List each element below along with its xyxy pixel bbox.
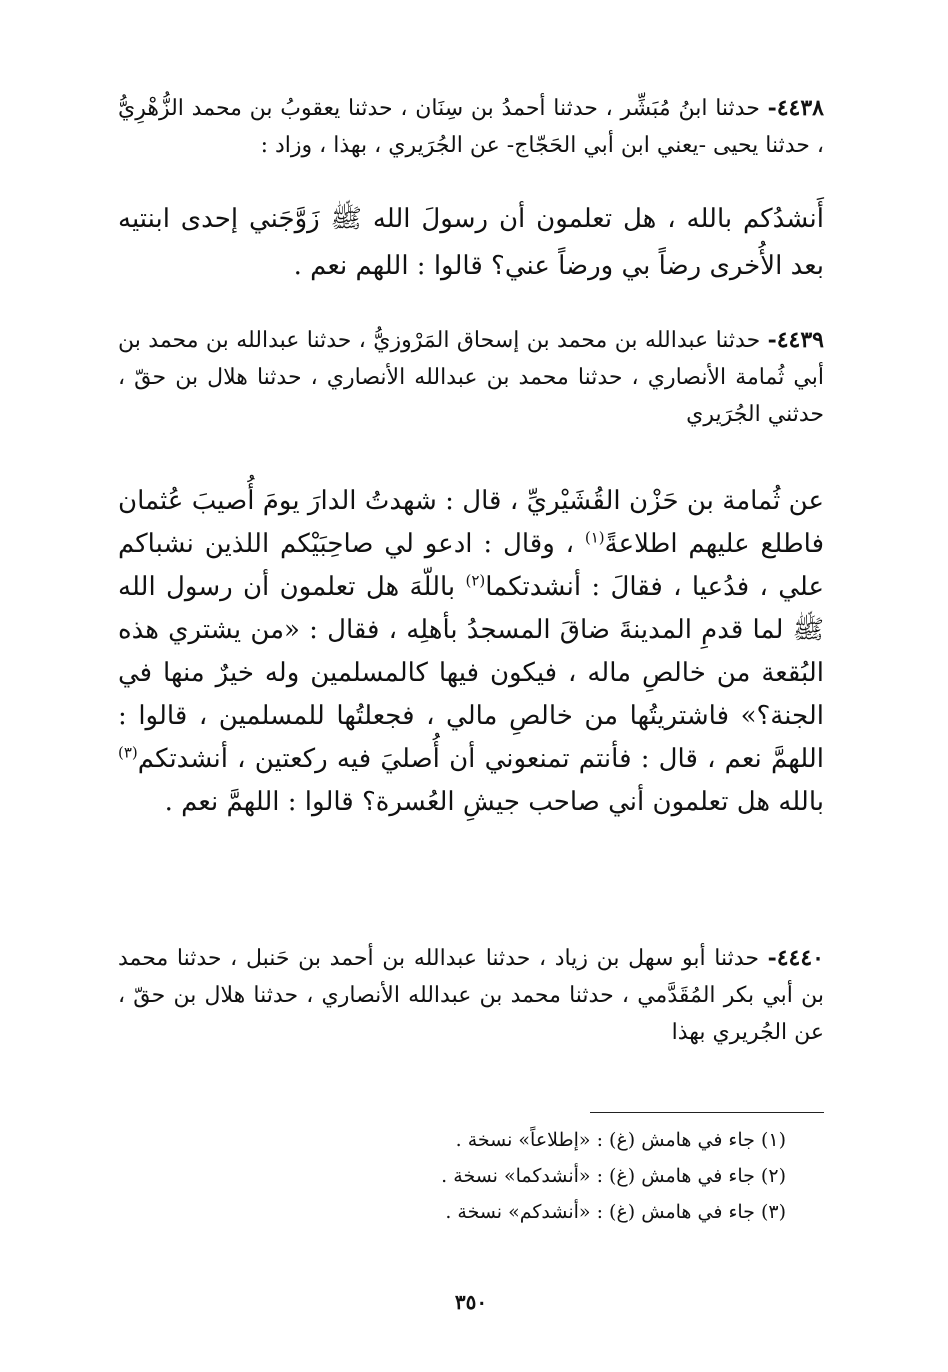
hadith-4439-matn-part2: ، وقال : ادعو لي صاحِبَيْكم اللذين نشباكم علي ، فدُعيا ، فقالَ : أنشدتكما [118,529,824,602]
hadith-4439-matn [118,480,824,824]
hadith-4439-isnad-text: حدثنا عبدالله بن محمد بن إسحاق المَرْوزيُّ ، حدثنا عبدالله بن محمد بن أبي ثُمامة الأنصاري ، حدثنا محمد بن عبدالله الأنصاري ، حدثنا هلال بن حقّ ، حدثني الجُرَيري [118,328,824,427]
hadith-4439-matn-part4: بالله هل تعلمون أني صاحب جيشِ العُسرة؟ قالوا : اللهمَّ نعم . [164,787,824,817]
footnote-1: (١) جاء في هامش (غ) : «إطلاعاً» نسخة . [455,1129,786,1151]
hadith-4440-isnad-text: حدثنا أبو سهل بن زياد ، حدثنا عبدالله بن أحمد بن حَنبل ، حدثنا محمد بن أبي بكر المُقَدَّمي ، حدثنا محمد بن عبدالله الأنصاري ، حدثنا هلال بن حقّ ، عن الجُريري بهذا [118,946,824,1045]
hadith-4439-matn-part3: باللّهَ هل تعلمون أن رسول الله ﷺ لما قدمِ المدينةَ ضاقَ المسجدُ بأهلِه ، فقال : «من يشتري هذه البُقعة من خالصِ ماله ، فيكون فيها كالمسلمين وله خيرٌ منها في الجنة؟» فاشتريتُها من خالصِ مالي ، فجعلتُها للمسلمين ، قالوا : اللهمَّ نعم ، قال : فأنتم تمنعوني أن أُصليَ فيه ركعتين ، أنشدتكم [118,572,824,774]
hadith-4440-isnad [118,940,824,1051]
hadith-4438-matn [118,196,824,290]
footnote-3: (٣) جاء في هامش (غ) : «أنشدكم» نسخة . [445,1201,786,1223]
footnote-ref-2[interactable]: (٢) [465,571,486,590]
footnote-ref-1[interactable]: (١) [584,528,605,547]
hadith-4438-isnad-text: حدثنا ابنُ مُبَشِّر ، حدثنا أحمدُ بن سِنَان ، حدثنا يعقوبُ بن محمد الزُّهْرِيُّ ، حدثنا يحيى -يعني ابن أبي الحَجّاج- عن الجُرَيري ، بهذا ، وزاد : [118,96,824,158]
hadith-4438-number: ٤٤٣٨- [767,95,824,121]
page-number: ٣٥٠ [454,1290,488,1314]
hadith-4439-number: ٤٤٣٩- [767,327,824,353]
footnote-ref-3[interactable]: (٣) [118,743,138,762]
hadith-4438-matn-text: أَنشدُكم بالله ، هل تعلمون أن رسولَ الله ﷺ زَوَّجَني إحدى ابنتيه بعد الأُخرى رضاً بي ورضاً عني؟ قالوا : اللهم نعم . [118,204,824,281]
hadith-4439-matn-part1: عن ثُمامة بن حَزْن القُشَيْريِّ ، قال : شهدتُ الدارَ يومَ أُصيبَ عُثمان فاطلع عليهم اطلاعةً [118,486,824,559]
footnote-divider [590,1112,824,1113]
footnotes [366,1122,786,1230]
hadith-4440-number: ٤٤٤٠- [767,945,824,971]
book-page [118,82,824,1322]
footnote-2: (٢) جاء في هامش (غ) : «أنشدكما» نسخة . [441,1165,786,1187]
hadith-4439-isnad [118,322,824,433]
hadith-4438-isnad [118,90,824,164]
